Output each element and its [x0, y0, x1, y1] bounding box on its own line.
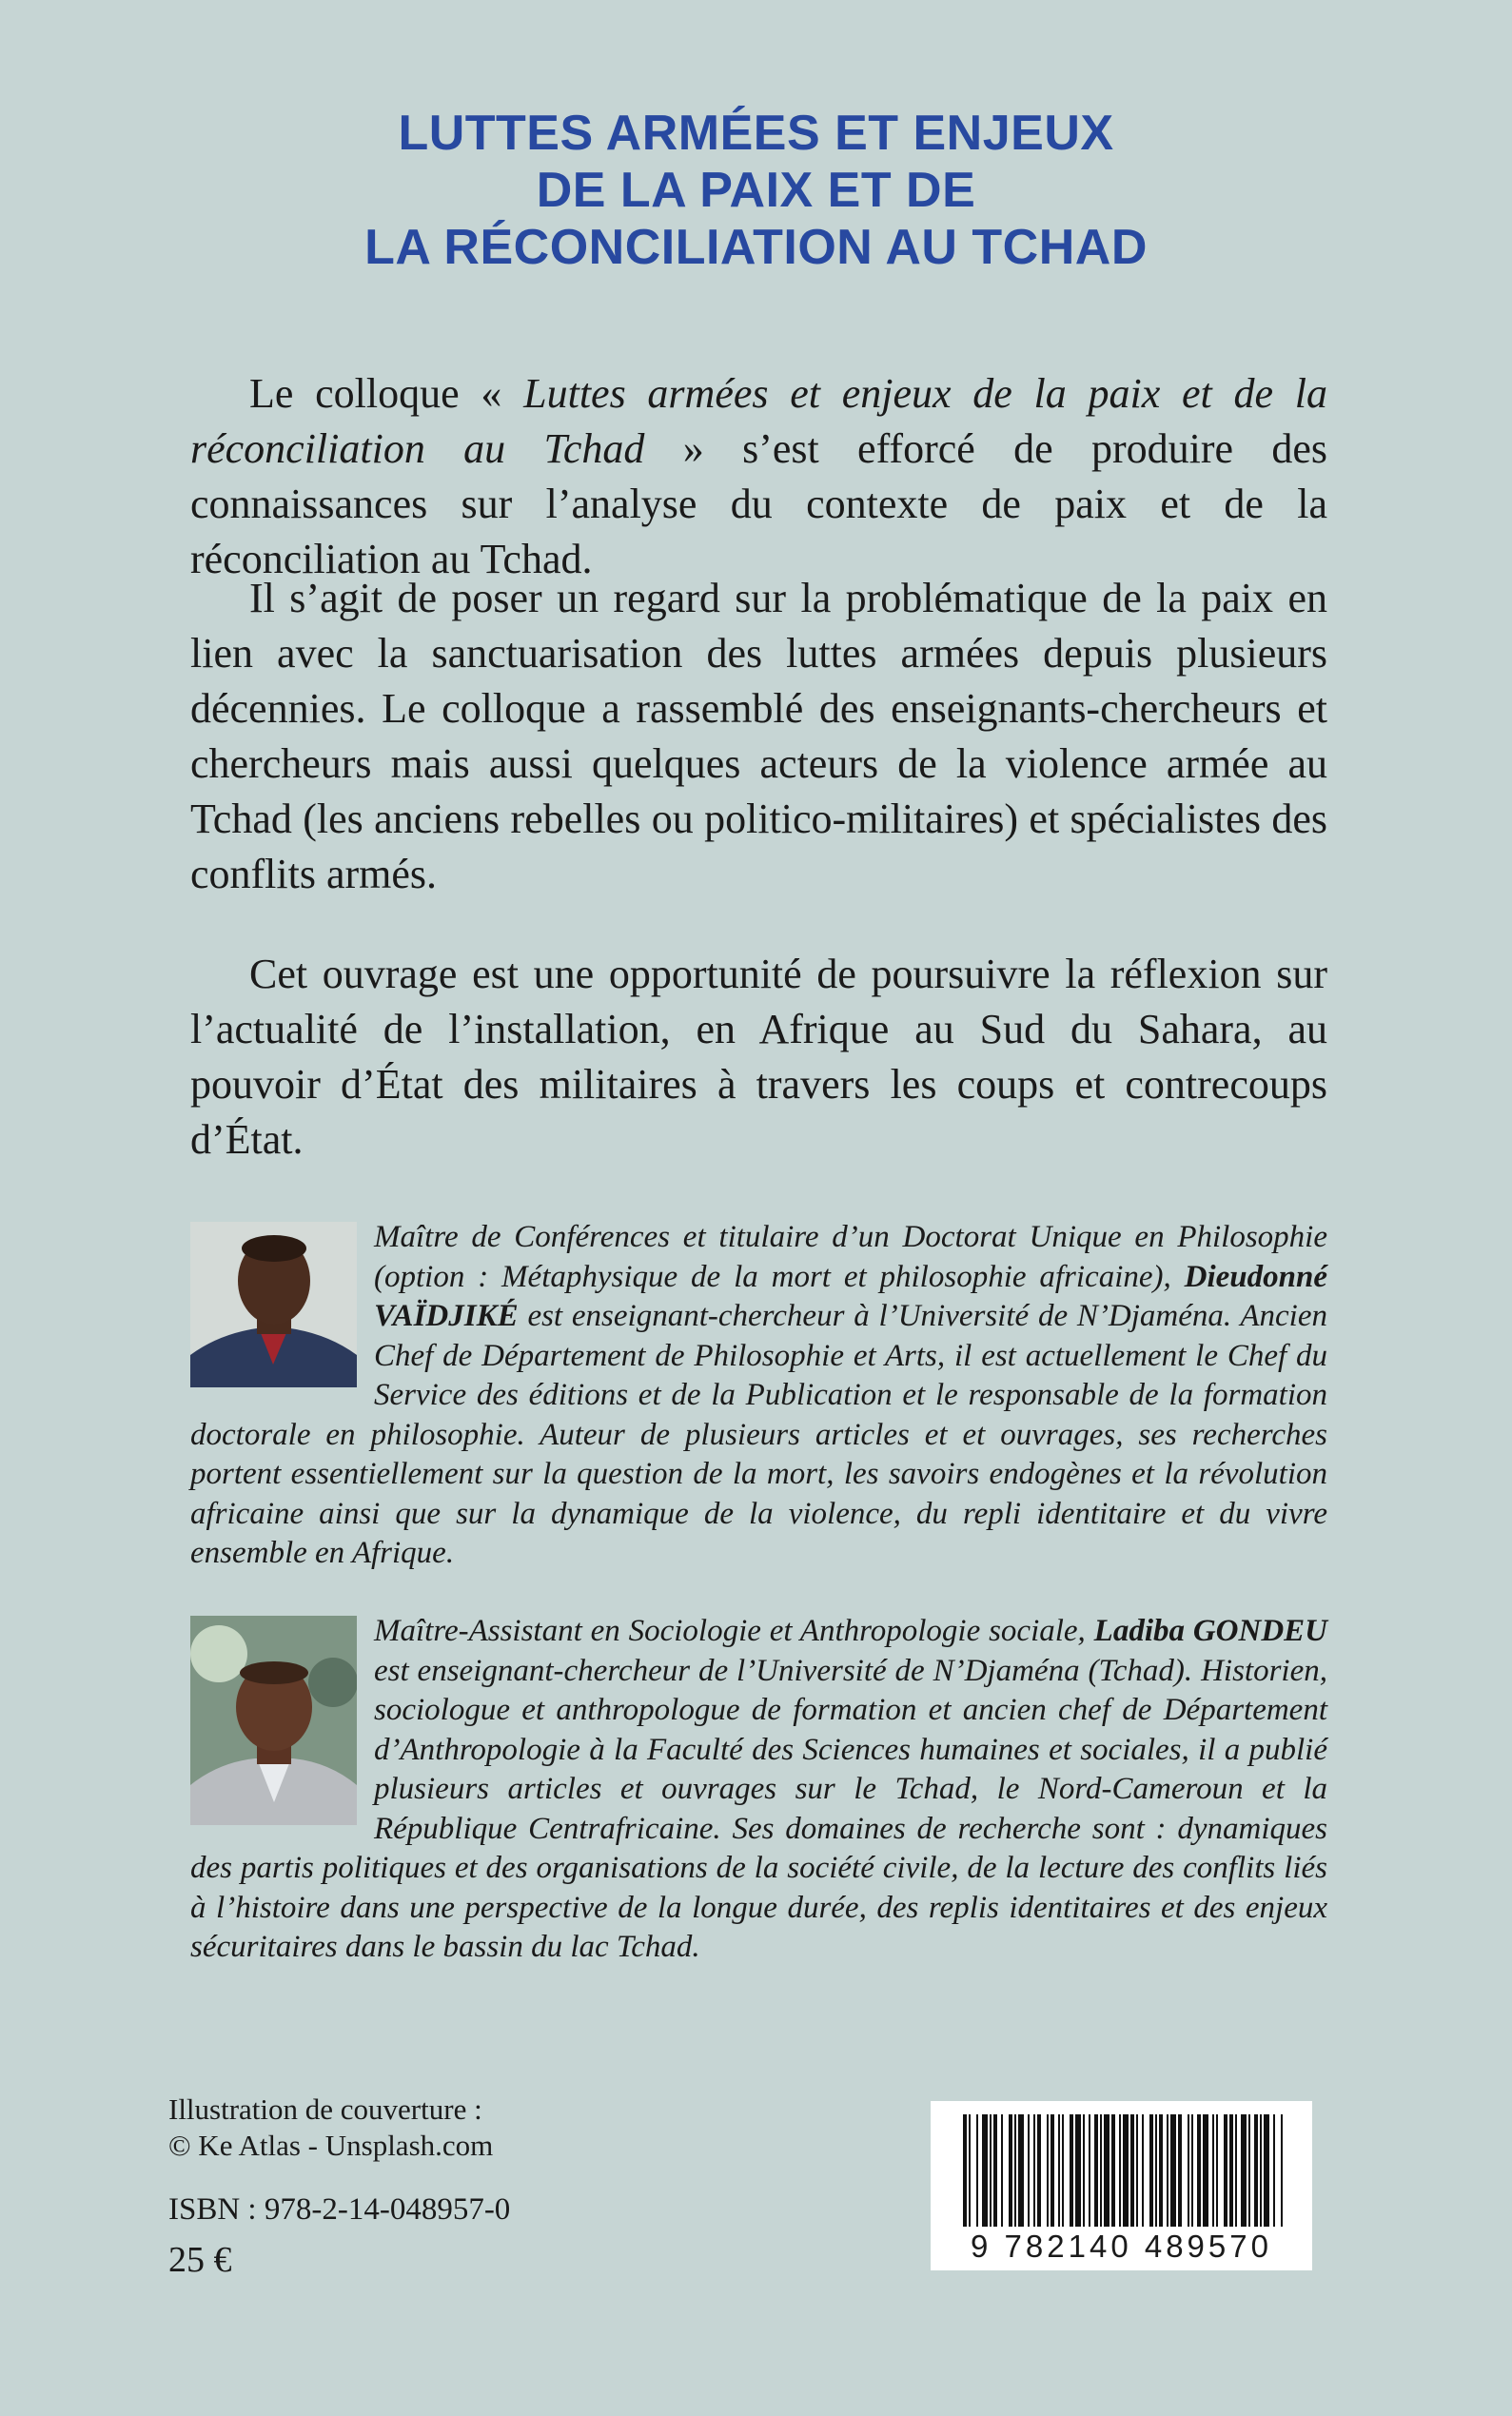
barcode-bar [1051, 2114, 1054, 2227]
author-2-bio-rest: est enseignant-chercheur de l’Université de N’Djaména (Tchad). Historien, sociologue et anthropologue de formation et ancien chef de Département d’Anthropologie à la Faculté des Sciences humaines et sociales, il a publié plusieurs articles et ouvrages sur le Tchad, le Nord-Cameroun et la République Centrafricaine. Ses domaines de recherche sont : dynamiques des partis politiques et des organisations de la société civile, de la lecture des conflits liés à l’histoire dans une perspective de la longue durée, des replis identitaires et des enjeux sécuritaires dans le bassin du lac Tchad. [190, 1653, 1327, 1964]
p3-text: Cet ouvrage est une opportunité de poursuivre la réflexion sur l’actualité de l’installation, en Afrique au Sud du Sahara, au pouvoir d’État des militaires à travers les coups et contrecoups d’État. [190, 951, 1327, 1163]
barcode-bar [1018, 2114, 1024, 2227]
barcode-bar [1170, 2114, 1176, 2227]
title-line-1: LUTTES ARMÉES ET ENJEUX [398, 106, 1114, 161]
credit-label: Illustration de couverture : [168, 2092, 482, 2126]
barcode-bar [1070, 2114, 1073, 2227]
p1-rest: » s’est efforcé de produire des connaissances sur l’analyse du contexte de paix et de la réconciliation au Tchad. [190, 425, 1327, 582]
barcode-bar [1167, 2114, 1168, 2227]
barcode-bar [976, 2114, 978, 2227]
p2-text: Il s’agit de poser un regard sur la problématique de la paix en lien avec la sanctuarisation des luttes armées depuis plusieurs décennies. Le colloque a rassemblé des enseignants-chercheurs et chercheurs mais aussi quelques acteurs de la violence armée au Tchad (les anciens rebelles ou politico-militaires) et spécialistes des conflits armés. [190, 575, 1327, 897]
barcode-bar [1033, 2114, 1035, 2227]
barcode-bar [1178, 2114, 1182, 2227]
author-bio-2 [190, 1612, 1327, 1968]
author-bio-1 [190, 1218, 1327, 1574]
barcode-bar [1058, 2114, 1060, 2227]
barcode-bar [1094, 2114, 1098, 2227]
barcode-bar [1142, 2114, 1144, 2227]
barcode-bar [1083, 2114, 1085, 2227]
barcode-bar [1123, 2114, 1129, 2227]
barcode-bar [1191, 2114, 1193, 2227]
barcode-bar [963, 2114, 967, 2227]
barcode-bar [1001, 2114, 1003, 2227]
barcode [931, 2101, 1312, 2270]
barcode-bar [1254, 2114, 1258, 2227]
author-2-bio-intro: Maître-Assistant en Sociologie et Anthropologie sociale, [374, 1614, 1094, 1648]
barcode-bar [1260, 2114, 1262, 2227]
barcode-bar [1241, 2114, 1247, 2227]
barcode-bar [1216, 2114, 1218, 2227]
p1-intro: Le colloque « [249, 370, 524, 417]
summary-paragraph-1 [190, 366, 1327, 587]
barcode-bar [1062, 2114, 1064, 2227]
barcode-bar [1136, 2114, 1138, 2227]
barcode-bar [990, 2114, 992, 2227]
barcode-bar [1281, 2114, 1283, 2227]
book-title [0, 105, 1512, 276]
credit-source: © Ke Atlas - Unsplash.com [168, 2129, 494, 2162]
title-line-2: DE LA PAIX ET DE [536, 163, 976, 218]
barcode-bar [982, 2114, 988, 2227]
barcode-digits: 9 782140 489570 [971, 2229, 1272, 2264]
author-1-bio-intro: Maître de Conférences et titulaire d’un Doctorat Unique en Philosophie (option : Métaphysique de la mort et philosophie africaine), [374, 1220, 1327, 1294]
barcode-bar [1119, 2114, 1121, 2227]
author-1-name: Dieudonné VAÏDJIKÉ [374, 1259, 1327, 1333]
barcode-bar [1155, 2114, 1157, 2227]
barcode-bar [1235, 2114, 1237, 2227]
barcode-bar [1014, 2114, 1016, 2227]
isbn: ISBN : 978-2-14-048957-0 [168, 2192, 511, 2227]
summary-paragraph-3 [190, 947, 1327, 1168]
barcode-bar [1111, 2114, 1115, 2227]
price: 25 € [168, 2240, 232, 2280]
barcode-bar [1028, 2114, 1030, 2227]
colloquium-title: Luttes armées et enjeux de la paix et de la réconciliation au Tchad [190, 370, 1327, 472]
barcode-bar [1188, 2114, 1189, 2227]
barcode-bar [1089, 2114, 1090, 2227]
barcode-bar [1224, 2114, 1227, 2227]
barcode-bar [1273, 2114, 1275, 2227]
author-photo-2 [190, 1616, 357, 1825]
barcode-bar [993, 2114, 997, 2227]
barcode-bar [1159, 2114, 1163, 2227]
author-photo-1 [190, 1222, 357, 1387]
barcode-bar [1197, 2114, 1201, 2227]
barcode-bar [1075, 2114, 1081, 2227]
barcode-bar [1203, 2114, 1208, 2227]
barcode-bar [1264, 2114, 1269, 2227]
barcode-bar [1100, 2114, 1102, 2227]
barcode-bar [1212, 2114, 1214, 2227]
barcode-bar [1047, 2114, 1049, 2227]
barcode-bar [1229, 2114, 1233, 2227]
summary-paragraph-2 [190, 571, 1327, 902]
barcode-bar [1149, 2114, 1153, 2227]
barcode-bar [969, 2114, 971, 2227]
cover-illustration-credit [168, 2092, 493, 2164]
barcode-bar [1104, 2114, 1109, 2227]
author-1-bio-rest: est enseignant-chercheur à l’Université de N’Djaména. Ancien Chef de Département de Philosophie et Arts, il est actuellement le Chef du Service des éditions et de la Publication et le responsable de la formation doctorale en philosophie. Auteur de plusieurs articles et et ouvrages, ses recherches portent essentiellement sur la question de la mort, les savoirs endogènes et la révolution africaine ainsi que sur la dynamique de la violence, du repli identitaire et du vivre ensemble en Afrique. [190, 1299, 1327, 1570]
barcode-bar [1009, 2114, 1012, 2227]
author-2-name: Ladiba GONDEU [1093, 1614, 1327, 1648]
title-line-3: LA RÉCONCILIATION AU TCHAD [364, 220, 1148, 275]
barcode-bar [1248, 2114, 1250, 2227]
barcode-bar [1130, 2114, 1134, 2227]
barcode-bar [1037, 2114, 1041, 2227]
